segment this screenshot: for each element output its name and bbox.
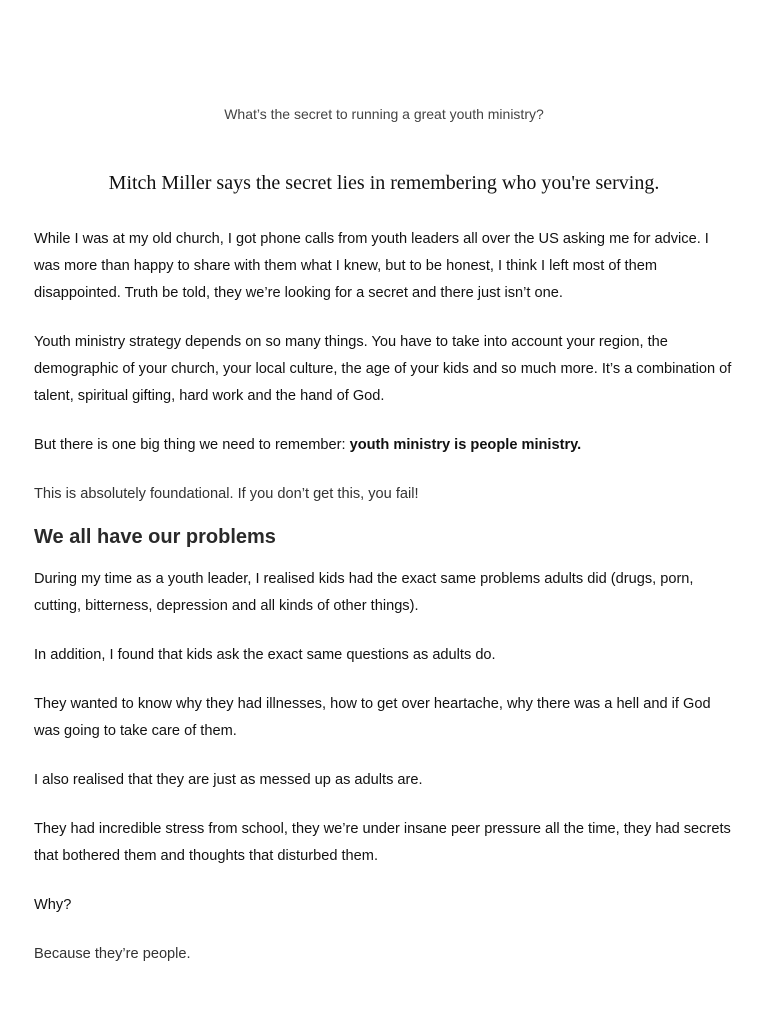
paragraph-4: This is absolutely foundational. If you don’t get this, you fail!: [34, 486, 419, 502]
paragraph-3-lead: But there is one big thing we need to remember:: [34, 437, 350, 453]
paragraph-6: In addition, I found that kids ask the exact same questions as adults do.: [34, 647, 496, 663]
paragraph-2: Youth ministry strategy depends on so many things. You have to take into account your region, the demographic of your church, your local culture, the age of your kids and so much more. It’s a combination of talent, spiritual gifting, hard work and the hand of God.: [34, 334, 732, 404]
paragraph-8: I also realised that they are just as messed up as adults are.: [34, 772, 423, 788]
paragraph-5: During my time as a youth leader, I realised kids had the exact same problems adults did (drugs, porn, cutting, bitterness, depression and all kinds of other things).: [34, 571, 694, 614]
article-subtitle: Mitch Miller says the secret lies in remembering who you're serving.: [108, 172, 660, 194]
article-body: [34, 226, 738, 990]
paragraph-9: They had incredible stress from school, they we’re under insane peer pressure all the time, they had secrets that bothered them and thoughts that disturbed them.: [34, 821, 731, 864]
section-heading: We all have our problems: [34, 526, 276, 548]
article-kicker: What’s the secret to running a great youth ministry?: [224, 106, 544, 122]
paragraph-3: [34, 432, 738, 459]
paragraph-1: While I was at my old church, I got phone calls from youth leaders all over the US asking me for advice. I was more than happy to share with them what I knew, but to be honest, I think I left most of them disappointed. Truth be told, they we’re looking for a secret and there just isn’t one.: [34, 231, 709, 301]
paragraph-11: Because they’re people.: [34, 946, 191, 962]
paragraph-7: They wanted to know why they had illnesses, how to get over heartache, why there was a hell and if God was going to take care of them.: [34, 696, 711, 739]
paragraph-3-emphasis: youth ministry is people ministry.: [349, 437, 582, 453]
paragraph-10: Why?: [34, 897, 72, 913]
